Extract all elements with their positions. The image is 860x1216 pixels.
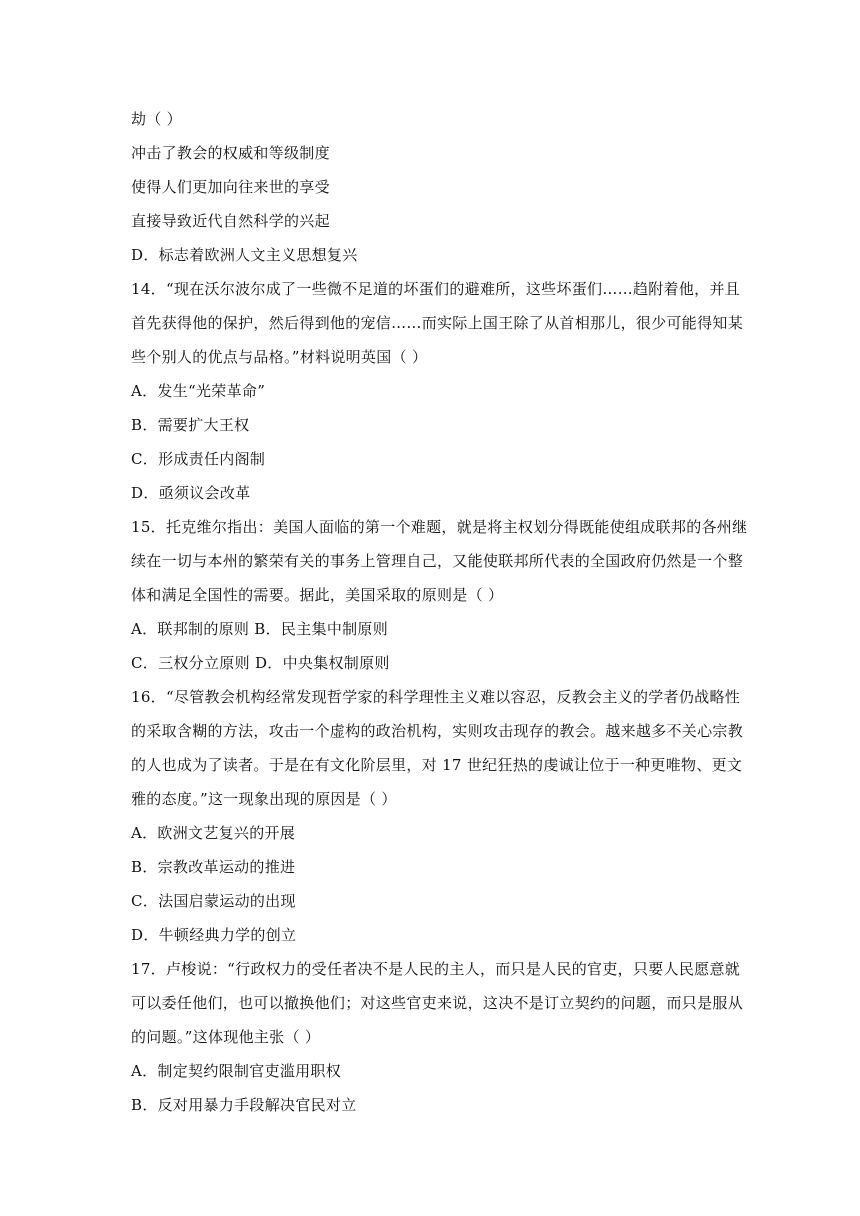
q13-option-b: 使得人们更加向往来世的享受	[131, 178, 330, 196]
question-17-stem-line-3: 的问题。”这体现他主张（ ）	[131, 1028, 321, 1046]
question-15-stem-line-1: 15．托克维尔指出：美国人面临的第一个难题，就是将主权划分得既能使组成联邦的各州继	[131, 518, 748, 536]
q16-option-b: B．宗教改革运动的推进	[131, 858, 296, 876]
q14-option-c: C．形成责任内阁制	[131, 450, 266, 468]
q16-option-d: D．牛顿经典力学的创立	[131, 926, 297, 944]
question-16-stem-line-1: 16．“尽管教会机构经常发现哲学家的科学理性主义难以容忍，反教会主义的学者仍战略性	[131, 688, 741, 706]
question-14-stem-line-1: 14．“现在沃尔波尔成了一些微不足道的坏蛋们的避难所，这些坏蛋们……趋附着他，并且	[131, 280, 741, 298]
q17-option-b: B．反对用暴力手段解决官民对立	[131, 1096, 357, 1114]
question-15-stem-line-2: 续在一切与本州的繁荣有关的事务上管理自己，又能使联邦所代表的全国政府仍然是一个整	[131, 552, 744, 570]
question-16-stem-line-2: 的采取含糊的方法，攻击一个虚构的政治机构，实则攻击现存的教会。越来越多不关心宗教	[131, 722, 744, 740]
question-13-stem-end: 劫（ ）	[131, 110, 182, 128]
q13-option-c: 直接导致近代自然科学的兴起	[131, 212, 330, 230]
q16-option-a: A．欧洲文艺复兴的开展	[131, 824, 296, 842]
question-17-stem-line-1: 17．卢梭说：“行政权力的受任者决不是人民的主人，而只是人民的官吏，只要人民愿意就	[131, 960, 741, 978]
q13-option-a: 冲击了教会的权威和等级制度	[131, 144, 330, 162]
question-14-stem-line-3: 些个别人的优点与品格。”材料说明英国（ ）	[131, 348, 428, 366]
q15-options-ab: A．联邦制的原则 B．民主集中制原则	[131, 620, 389, 638]
q15-options-cd: C．三权分立原则 D．中央集权制原则	[131, 654, 390, 672]
q13-option-d: D．标志着欧洲人文主义思想复兴	[131, 246, 358, 264]
question-14-stem-line-2: 首先获得他的保护，然后得到他的宠信……而实际上国王除了从首相那儿，很少可能得知某	[131, 314, 744, 332]
q14-option-a: A．发生“光荣革命”	[131, 382, 266, 400]
question-16-stem-line-3: 的人也成为了读者。于是在有文化阶层里，对 17 世纪狂热的虔诚让位于一种更唯物、更文	[131, 756, 743, 774]
q16-option-c: C．法国启蒙运动的出现	[131, 892, 296, 910]
question-16-stem-line-4: 雅的态度。”这一现象出现的原因是（ ）	[131, 790, 397, 808]
q14-option-d: D．亟须议会改革	[131, 484, 251, 502]
question-17-stem-line-2: 可以委任他们，也可以撤换他们；对这些官吏来说，这决不是订立契约的问题，而只是服从	[131, 994, 744, 1012]
question-15-stem-line-3: 体和满足全国性的需要。据此，美国采取的原则是（ ）	[131, 586, 504, 604]
q14-option-b: B．需要扩大王权	[131, 416, 250, 434]
q17-option-a: A．制定契约限制官吏滥用职权	[131, 1062, 342, 1080]
